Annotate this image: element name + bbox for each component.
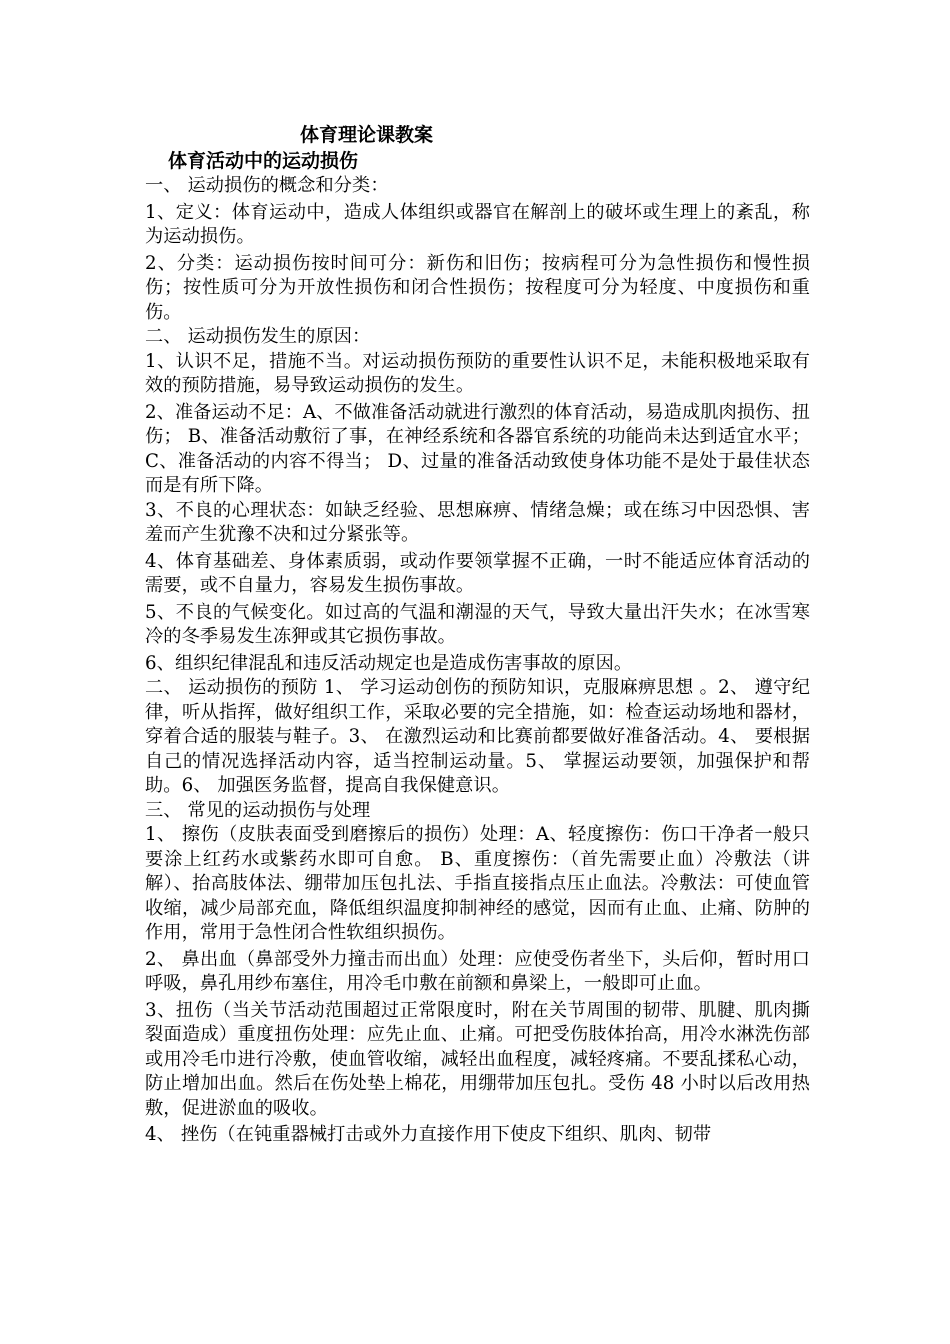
paragraph-prevention: 二、 运动损伤的预防 1、 学习运动创伤的预防知识，克服麻痹思想 。2、 遵守纪律，听从指挥，做好组织工作，采取必要的完全措施，如：检查运动场地和器材，穿着合适的服装与鞋子。3、 在激烈运动和比赛前都要做好准备活动。4、 要根据自己的情况选择活动内容，适当控制运动量。5、 掌握运动要领，加强保护和帮助。6、 加强医务监督，提高自我保健意识。 (145, 677, 810, 796)
paragraph-cause-2: 2、准备运动不足：A、不做准备活动就进行激烈的体育活动，易造成肌肉损伤、扭伤； B、准备活动敷衍了事，在神经系统和各器官系统的功能尚未达到适宜水平； C、准备活动的内容不得当； D、过量的准备活动致使身体功能不是处于最佳状态而是有所下降。 (145, 401, 810, 496)
document-page (145, 118, 810, 1148)
paragraph-cause-1: 1、认识不足，措施不当。对运动损伤预防的重要性认识不足，未能积极地采取有效的预防措施，易导致运动损伤的发生。 (145, 350, 810, 396)
paragraph-nosebleed: 2、 鼻出血（鼻部受外力撞击而出血）处理：应使受伤者坐下，头后仰，暂时用口呼吸，鼻孔用纱布塞住，用冷毛巾敷在前额和鼻梁上，一般即可止血。 (145, 948, 810, 994)
section-heading-treatment: 三、 常见的运动损伤与处理 (145, 799, 371, 821)
document-title: 体育理论课教案 (300, 124, 434, 146)
paragraph-sprain: 3、扭伤（当关节活动范围超过正常限度时，附在关节周围的韧带、肌腱、肌肉撕裂面造成）重度扭伤处理：应先止血、止痛。可把受伤肢体抬高，用冷水淋洗伤部或用冷毛巾进行冷敷，使血管收缩，减轻出血程度，减轻疼痛。不要乱揉私心动，防止增加出血。然后在伤处垫上棉花，用绷带加压包扎。受伤 48 小时以后改用热敷，促进淤血的吸收。 (145, 999, 810, 1119)
section-heading-concepts: 一、 运动损伤的概念和分类： (145, 175, 389, 196)
paragraph-definition: 1、定义：体育运动中，造成人体组织或器官在解剖上的破坏或生理上的紊乱，称为运动损伤。 (145, 201, 810, 247)
paragraph-cause-6: 6、组织纪律混乱和违反活动规定也是造成伤害事故的原因。 (145, 652, 633, 674)
paragraph-cause-4: 4、体育基础差、身体素质弱，或动作要领掌握不正确，一时不能适应体育活动的需要，或不自量力，容易发生损伤事故。 (145, 550, 810, 596)
paragraph-contusion: 4、 挫伤（在钝重器械打击或外力直接作用下使皮下组织、肌肉、韧带 (145, 1124, 712, 1145)
paragraph-cause-3: 3、不良的心理状态：如缺乏经验、思想麻痹、情绪急燥；或在练习中因恐惧、害羞而产生犹豫不决和过分紧张等。 (145, 499, 810, 545)
paragraph-cause-5: 5、不良的气候变化。如过高的气温和潮湿的天气，导致大量出汗失水；在冰雪寒冷的冬季易发生冻狎或其它损伤事故。 (145, 601, 810, 647)
document-subtitle: 体育活动中的运动损伤 (168, 150, 359, 172)
paragraph-abrasion: 1、 擦伤（皮肤表面受到磨擦后的损伤）处理：A、轻度擦伤：伤口干净者一般只要涂上红药水或紫药水即可自愈。 B、重度擦伤：（首先需要止血）冷敷法（讲解）、抬高肢体法、绷带加压包扎法、手指直接指点压止血法。冷敷法：可使血管收缩，减少局部充血，降低组织温度抑制神经的感觉，因而有止血、止痛、防肿的作用，常用于急性闭合性软组织损伤。 (145, 824, 810, 943)
section-heading-causes: 二、 运动损伤发生的原因： (145, 326, 371, 347)
paragraph-classification: 2、分类：运动损伤按时间可分：新伤和旧伤；按病程可分为急性损伤和慢性损伤；按性质可分为开放性损伤和闭合性损伤；按程度可分为轻度、中度损伤和重伤。 (145, 252, 810, 323)
